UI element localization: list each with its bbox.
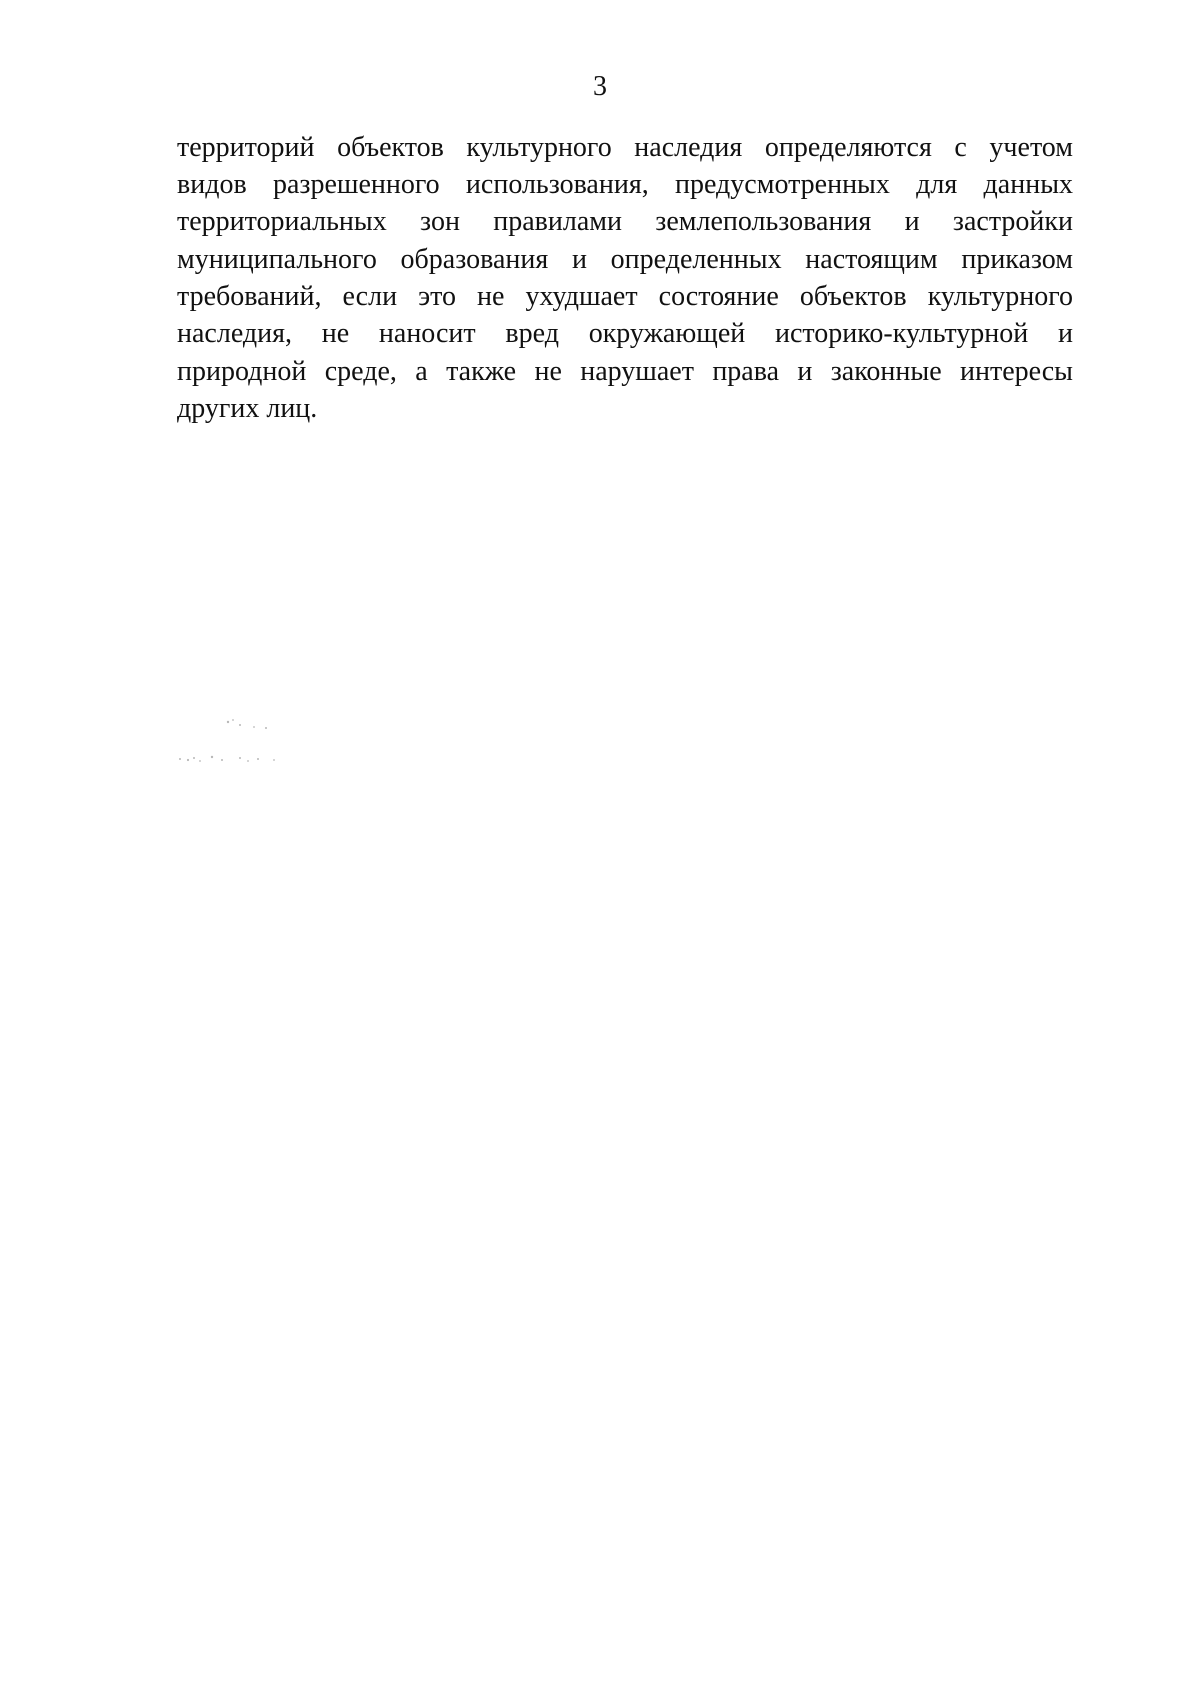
text-line: территориальных зон правилами землепользования и застройки xyxy=(177,206,1073,237)
text-line: других лиц. xyxy=(177,393,318,424)
text-line: видов разрешенного использования, предусмотренных для данных xyxy=(177,169,1073,200)
scan-artifact xyxy=(170,716,310,776)
text-line: природной среде, а также не нарушает права и законные интересы xyxy=(177,356,1073,387)
text-line: муниципального образования и определенных настоящим приказом xyxy=(177,244,1073,275)
text-line: требований, если это не ухудшает состояние объектов культурного xyxy=(177,281,1073,312)
text-line: наследия, не наносит вред окружающей историко-культурной и xyxy=(177,318,1073,349)
text-line: территорий объектов культурного наследия определяются с учетом xyxy=(177,132,1073,163)
page-number: 3 xyxy=(593,71,607,102)
